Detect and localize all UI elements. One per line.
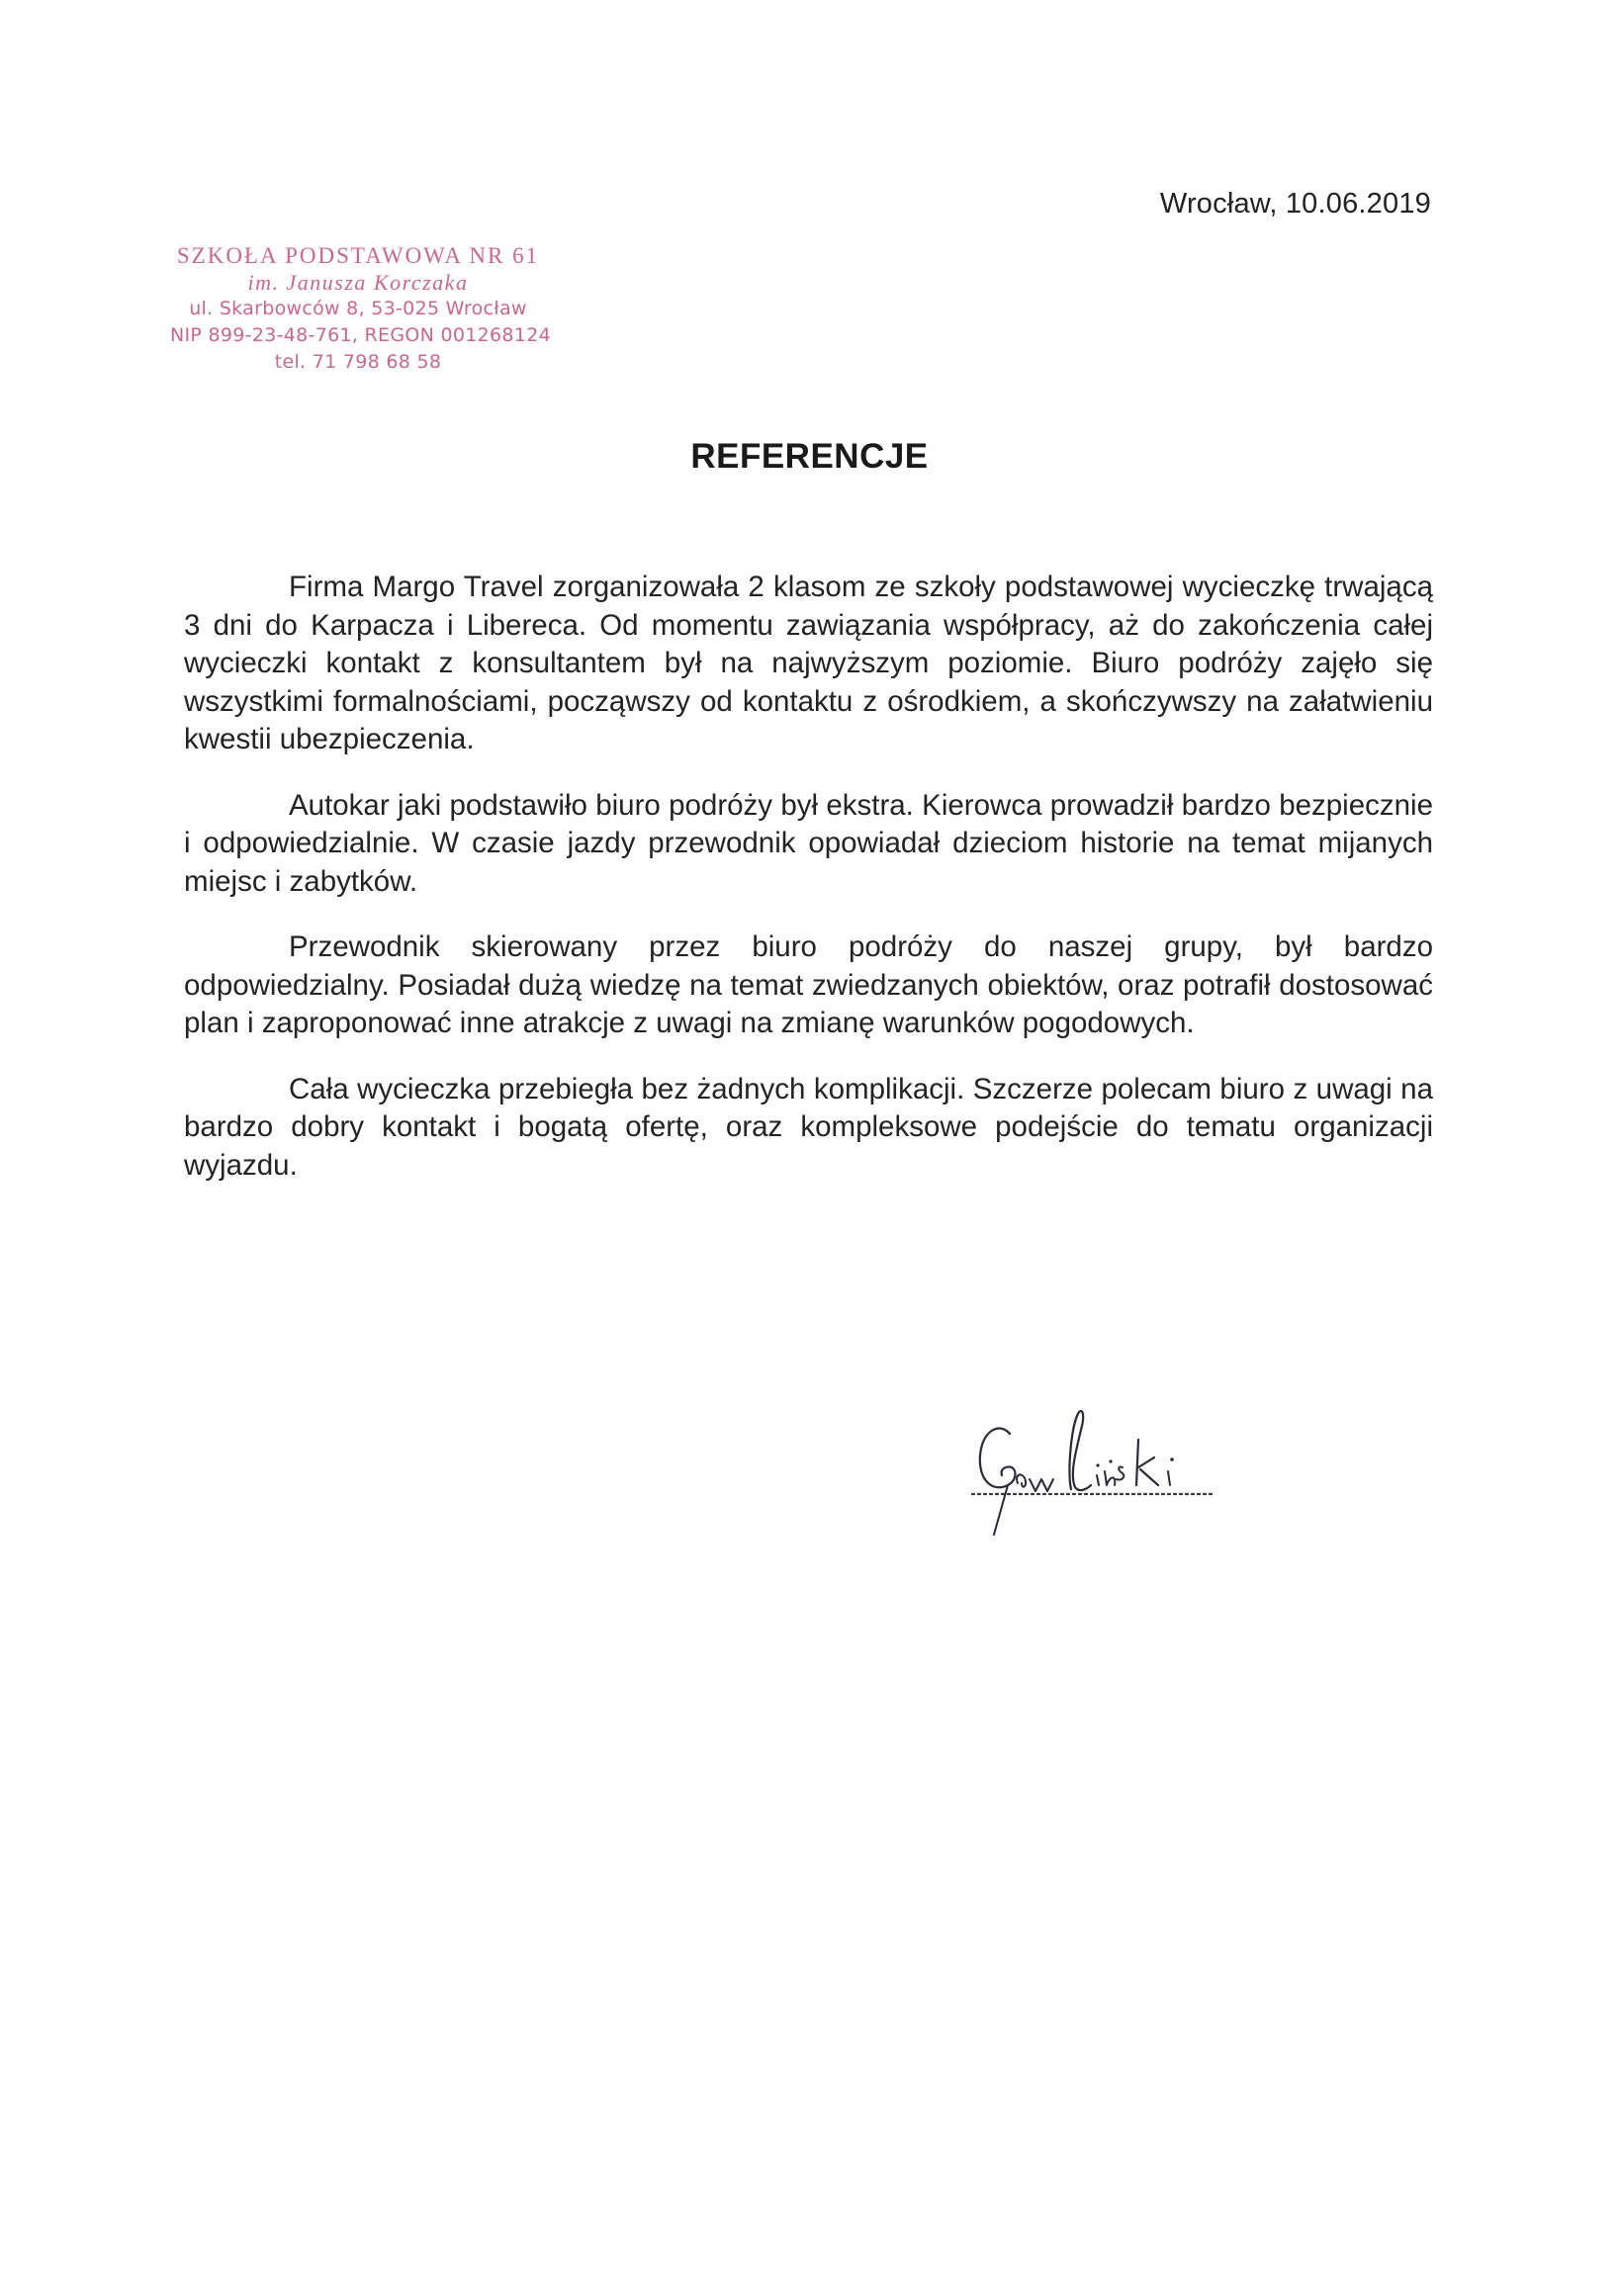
letter-body bbox=[184, 569, 1433, 1212]
letter-title: REFERENCJE bbox=[690, 437, 929, 476]
stamp-tax-ids: NIP 899-23-48-761, REGON 001268124 bbox=[170, 324, 551, 346]
letter-date: Wrocław, 10.06.2019 bbox=[1159, 188, 1431, 220]
handwritten-signature bbox=[964, 1394, 1221, 1543]
stamp-address: ul. Skarbowców 8, 53-025 Wrocław bbox=[189, 298, 527, 319]
paragraph-1: Firma Margo Travel zorganizowała 2 klasom ze szkoły podstawowej wycieczkę trwającą 3 dni do Karpacza i Libereca. Od momentu zawiązania współpracy, aż do zakończenia całej wycieczki kontakt z konsultantem był na najwyższym poziomie. Biuro podróży zajęło się wszystkimi formalnościami, począwszy od kontaktu z ośrodkiem, a skończywszy na załatwieniu kwestii ubezpieczenia. bbox=[184, 571, 1433, 755]
paragraph-3: Przewodnik skierowany przez biuro podróży do naszej grupy, był bardzo odpowiedzialny. Posiadał dużą wiedzę na temat zwiedzanych obiektów, oraz potrafił dostosować plan i zaproponować inne atrakcje z uwagi na zmianę warunków pogodowych. bbox=[184, 930, 1433, 1039]
school-stamp bbox=[170, 242, 551, 376]
stamp-school-name: SZKOŁA PODSTAWOWA NR 61 bbox=[176, 243, 540, 268]
stamp-patron: im. Janusza Korczaka bbox=[247, 270, 469, 295]
paragraph-2: Autokar jaki podstawiło biuro podróży był ekstra. Kierowca prowadził bardzo bezpiecznie i odpowiedzialnie. W czasie jazdy przewodnik opowiadał dzieciom historie na temat mijanych miejsc i zabytków. bbox=[184, 788, 1433, 898]
paragraph-4: Cała wycieczka przebiegła bez żadnych komplikacji. Szczerze polecam biuro z uwagi na bardzo dobry kontakt i bogatą ofertę, oraz kompleksowe podejście do tematu organizacji wyjazdu. bbox=[184, 1072, 1433, 1182]
stamp-phone: tel. 71 798 68 58 bbox=[274, 351, 442, 373]
signature-drawing bbox=[964, 1394, 1221, 1543]
